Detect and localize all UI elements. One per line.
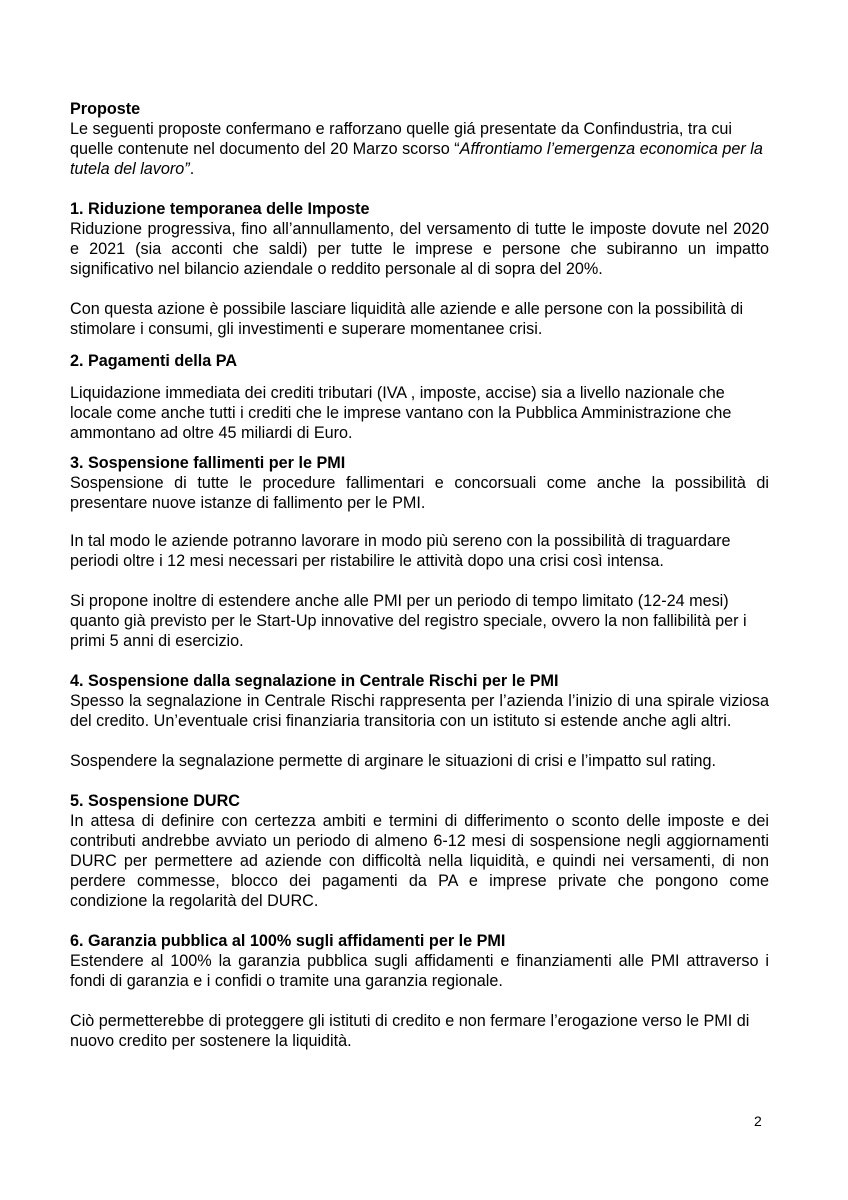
document-page [70,99,769,1051]
section-6-paragraph-1: Estendere al 100% la garanzia pubblica sugli affidamenti e finanziamenti alle PMI attraverso i fondi di garanzia e i confidi o tramite una garanzia regionale. [70,952,769,990]
intro-text: Le seguenti proposte confermano e rafforzano quelle giá presentate da Confindustria, tra cui quelle contenute nel documento del 20 Marzo scorso “ [70,120,733,158]
section-1-heading: 1. Riduzione temporanea delle Imposte [70,200,370,218]
section-4-paragraph-2: Sospendere la segnalazione permette di arginare le situazioni di crisi e l’impatto sul rating. [70,752,717,770]
section-3-paragraph-3: Si propone inoltre di estendere anche alle PMI per un periodo di tempo limitato (12-24 mesi) quanto già previsto per le Start-Up innovative del registro speciale, ovvero la non fallibilità per i primi 5 anni di esercizio. [70,592,747,650]
section-1-paragraph-1: Riduzione progressiva, fino all’annullamento, del versamento di tutte le imposte dovute nel 2020 e 2021 (sia acconti che saldi) per tutte le imprese e persone che subiranno un impatto significativo nel bilancio aziendale o reddito personale al di sopra del 20%. [70,220,769,278]
intro-paragraph [70,119,769,179]
page-number: 2 [754,1113,762,1129]
section-6-heading: 6. Garanzia pubblica al 100% sugli affidamenti per le PMI [70,932,506,950]
section-3-heading: 3. Sospensione fallimenti per le PMI [70,454,346,472]
section-4-paragraph-1: Spesso la segnalazione in Centrale Rischi rappresenta per l’azienda l’inizio di una spirale viziosa del credito. Un’eventuale crisi finanziaria transitoria con un istituto si estende anche agli altri. [70,692,769,730]
intro-text-end: . [189,160,195,178]
section-2-paragraph-1: Liquidazione immediata dei crediti tributari (IVA , imposte, accise) sia a livello nazionale che locale come anche tutti i crediti che le imprese vantano con la Pubblica Amministrazione che ammontano ad oltre 45 miliardi di Euro. [70,384,732,442]
proposals-heading: Proposte [70,100,141,118]
section-4-heading: 4. Sospensione dalla segnalazione in Centrale Rischi per le PMI [70,672,559,690]
section-3-paragraph-1: Sospensione di tutte le procedure fallimentari e concorsuali come anche la possibilità di presentare nuove istanze di fallimento per le PMI. [70,474,769,512]
section-3-paragraph-2: In tal modo le aziende potranno lavorare in modo più sereno con la possibilità di traguardare periodi oltre i 12 mesi necessari per ristabilire le attività dopo una crisi così intensa. [70,532,731,570]
intro-document-title: Affrontiamo l’emergenza economica per la tutela del lavoro” [70,140,763,178]
section-5-heading: 5. Sospensione DURC [70,792,241,810]
section-1-paragraph-2: Con questa azione è possibile lasciare liquidità alle aziende e alle persone con la possibilità di stimolare i consumi, gli investimenti e superare momentanee crisi. [70,300,744,338]
section-6-paragraph-2: Ciò permetterebbe di proteggere gli istituti di credito e non fermare l’erogazione verso le PMI di nuovo credito per sostenere la liquidità. [70,1012,750,1050]
section-5-paragraph-1: In attesa di definire con certezza ambiti e termini di differimento o sconto delle imposte e dei contributi andrebbe avviato un periodo di almeno 6-12 mesi di sospensione negli aggiornamenti DURC per permettere ad aziende con difficoltà nella liquidità, e quindi nei versamenti, di non perdere commesse, blocco dei pagamenti da PA e imprese private che pongono come condizione la regolarità del DURC. [70,812,769,910]
section-2-heading: 2. Pagamenti della PA [70,352,238,370]
